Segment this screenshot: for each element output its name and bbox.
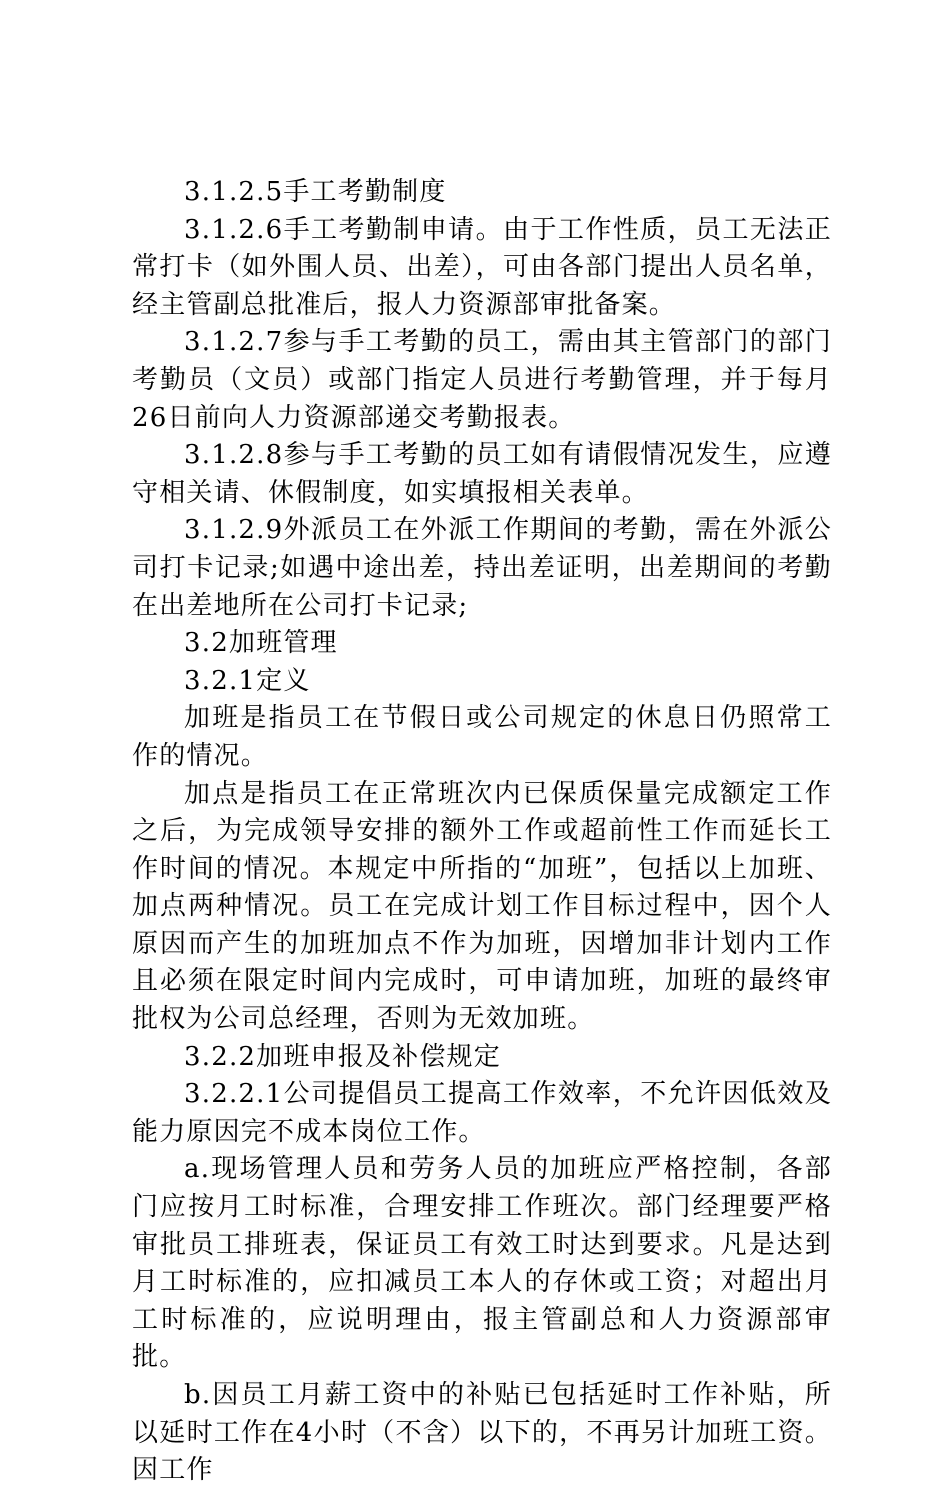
paragraph-3-1-2-6: 3.1.2.6手工考勤制申请。由于工作性质，员工无法正常打卡（如外围人员、出差），可由各部门提出人员名单，经主管副总批准后，报人力资源部审批备案。 — [132, 214, 832, 320]
paragraph-3-1-2-5: 3.1.2.5手工考勤制度 — [184, 177, 447, 207]
paragraph-extra-hours-definition: 加点是指员工在正常班次内已保质保量完成额定工作之后，为完成领导安排的额外工作或超前性工作而延长工作时间的情况。本规定中所指的“加班”，包括以上加班、加点两种情况。员工在完成计划工作目标过程中，因个人原因而产生的加班加点不作为加班，因增加非计划内工作且必须在限定时间内完成时，可申请加班，加班的最终审批权为公司总经理，否则为无效加班。 — [132, 778, 832, 1035]
paragraph-3-1-2-9: 3.1.2.9外派员工在外派工作期间的考勤，需在外派公司打卡记录;如遇中途出差，持出差证明，出差期间的考勤在出差地所在公司打卡记录; — [132, 515, 832, 621]
paragraph-overtime-definition: 加班是指员工在节假日或公司规定的休息日仍照常工作的情况。 — [132, 703, 832, 771]
heading-3-2: 3.2加班管理 — [184, 628, 338, 659]
paragraph-3-1-2-8: 3.1.2.8参与手工考勤的员工如有请假情况发生，应遵守相关请、休假制度，如实填报相关表单。 — [132, 440, 832, 508]
heading-3-2-1: 3.2.1定义 — [184, 665, 311, 696]
paragraph-3-2-2-1: 3.2.2.1公司提倡员工提高工作效率，不允许因低效及能力原因完不成本岗位工作。 — [132, 1079, 832, 1147]
heading-3-2-2: 3.2.2加班申报及补偿规定 — [184, 1041, 501, 1072]
paragraph-item-b: b.因员工月薪工资中的补贴已包括延时工作补贴，所以延时工作在4小时（不含）以下的，不再另计加班工资。因工作 — [132, 1380, 832, 1486]
paragraph-3-1-2-7: 3.1.2.7参与手工考勤的员工，需由其主管部门的部门考勤员（文员）或部门指定人员进行考勤管理，并于每月26日前向人力资源部递交考勤报表。 — [132, 327, 832, 433]
document-body — [132, 174, 832, 1490]
paragraph-item-a: a.现场管理人员和劳务人员的加班应严格控制，各部门应按月工时标准，合理安排工作班次。部门经理要严格审批员工排班表，保证员工有效工时达到要求。凡是达到月工时标准的，应扣减员工本人的存休或工资；对超出月工时标准的，应说明理由，报主管副总和人力资源部审批。 — [132, 1154, 832, 1373]
